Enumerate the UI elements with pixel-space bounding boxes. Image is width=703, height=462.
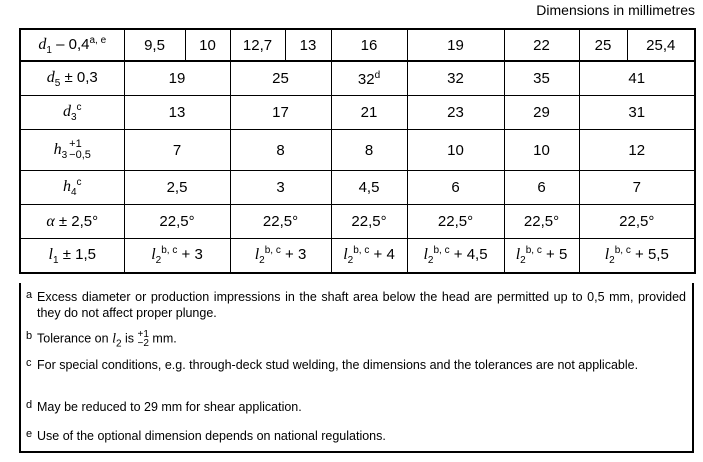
footnote-key: d [26,399,33,411]
row-l1 [20,239,695,274]
value-cell: $l_2^{b, c} + 4$ [331,239,407,274]
value-cell: 6 [407,171,504,205]
header-cell: 16 [331,29,407,61]
value-cell: 25 [230,61,331,96]
footnotes [19,283,694,453]
value-cell: 22,5° [230,205,331,239]
value-cell: 29 [504,96,579,130]
value-cell: 10 [407,130,504,171]
value-cell: 35 [504,61,579,96]
row-h3 [20,130,695,171]
value-cell: 2,5 [124,171,230,205]
row-alpha [20,205,695,239]
row-label-d5: $d_5 \pm 0,3$ [20,61,124,96]
value-cell: 12 [579,130,695,171]
value-cell: $l_2^{b, c} + 3$ [124,239,230,274]
row-label-h4: $h_4^c$ [20,171,124,205]
value-cell: 13 [124,96,230,130]
row-h4 [20,171,695,205]
header-cell: 25,4 [627,29,695,61]
value-cell: $l_2^{b, c} + 5$ [504,239,579,274]
value-cell: 32$^d$ [331,61,407,96]
value-cell: 19 [124,61,230,96]
header-cell: 10 [185,29,230,61]
row-label-l1: $l_1 \pm 1,5$ [20,239,124,274]
value-cell: $l_2^{b, c} + 5,5$ [579,239,695,274]
header-cell: 13 [285,29,331,61]
value-cell: 10 [504,130,579,171]
value-cell: 7 [579,171,695,205]
footnote-text: Use of the optional dimension depends on national regulations. [37,429,386,443]
value-cell: 41 [579,61,695,96]
value-cell: 17 [230,96,331,130]
header-label: $d_1 - 0,4^{a, e}$ [20,29,124,61]
footnote-key: a [26,289,33,301]
value-cell: 23 [407,96,504,130]
header-cell: 9,5 [124,29,185,61]
header-row [20,29,695,61]
footnote-key: e [26,428,33,440]
value-cell: 8 [230,130,331,171]
row-d5 [20,61,695,96]
value-cell: 22,5° [579,205,695,239]
row-label-h3: $h_3+1$ −0,5 [20,130,124,171]
footnote-text: Tolerance on $l_2$ is +1 −2 mm. [37,329,177,350]
value-cell: $l_2^{b, c} + 4,5$ [407,239,504,274]
value-cell: 6 [504,171,579,205]
h3-tolerance: +1 −0,5 [69,138,91,161]
footnote-text: For special conditions, e.g. through-deck stud welding, the dimensions and the tolerances are not applicable. [37,358,639,372]
value-cell: 8 [331,130,407,171]
header-cell: 19 [407,29,504,61]
header-cell: 25 [579,29,627,61]
value-cell: 4,5 [331,171,407,205]
value-cell: $l_2^{b, c} + 3$ [230,239,331,274]
header-cell: 22 [504,29,579,61]
row-label-d3: $d_3^c$ [20,96,124,130]
value-cell: 32 [407,61,504,96]
value-cell: 21 [331,96,407,130]
value-cell: 22,5° [504,205,579,239]
row-label-alpha: α ± 2,5° [20,205,124,239]
value-cell: 22,5° [124,205,230,239]
dimensions-caption: Dimensions in millimetres [536,2,695,18]
value-cell: 22,5° [331,205,407,239]
value-cell: 22,5° [407,205,504,239]
value-cell: 3 [230,171,331,205]
header-cell: 12,7 [230,29,285,61]
footnote-text: Excess diameter or production impressions in the shaft area below the head are permitted up to 0,5 mm, provided they do not affect proper plunge. [37,290,686,320]
footnote-text: May be reduced to 29 mm for shear application. [37,400,302,414]
tolerance-fraction: +1 −2 [137,329,149,349]
dimensions-table [19,28,696,274]
row-d3 [20,96,695,130]
value-cell: 7 [124,130,230,171]
footnote-key: b [26,330,33,342]
value-cell: 31 [579,96,695,130]
footnote-key: c [26,357,32,369]
